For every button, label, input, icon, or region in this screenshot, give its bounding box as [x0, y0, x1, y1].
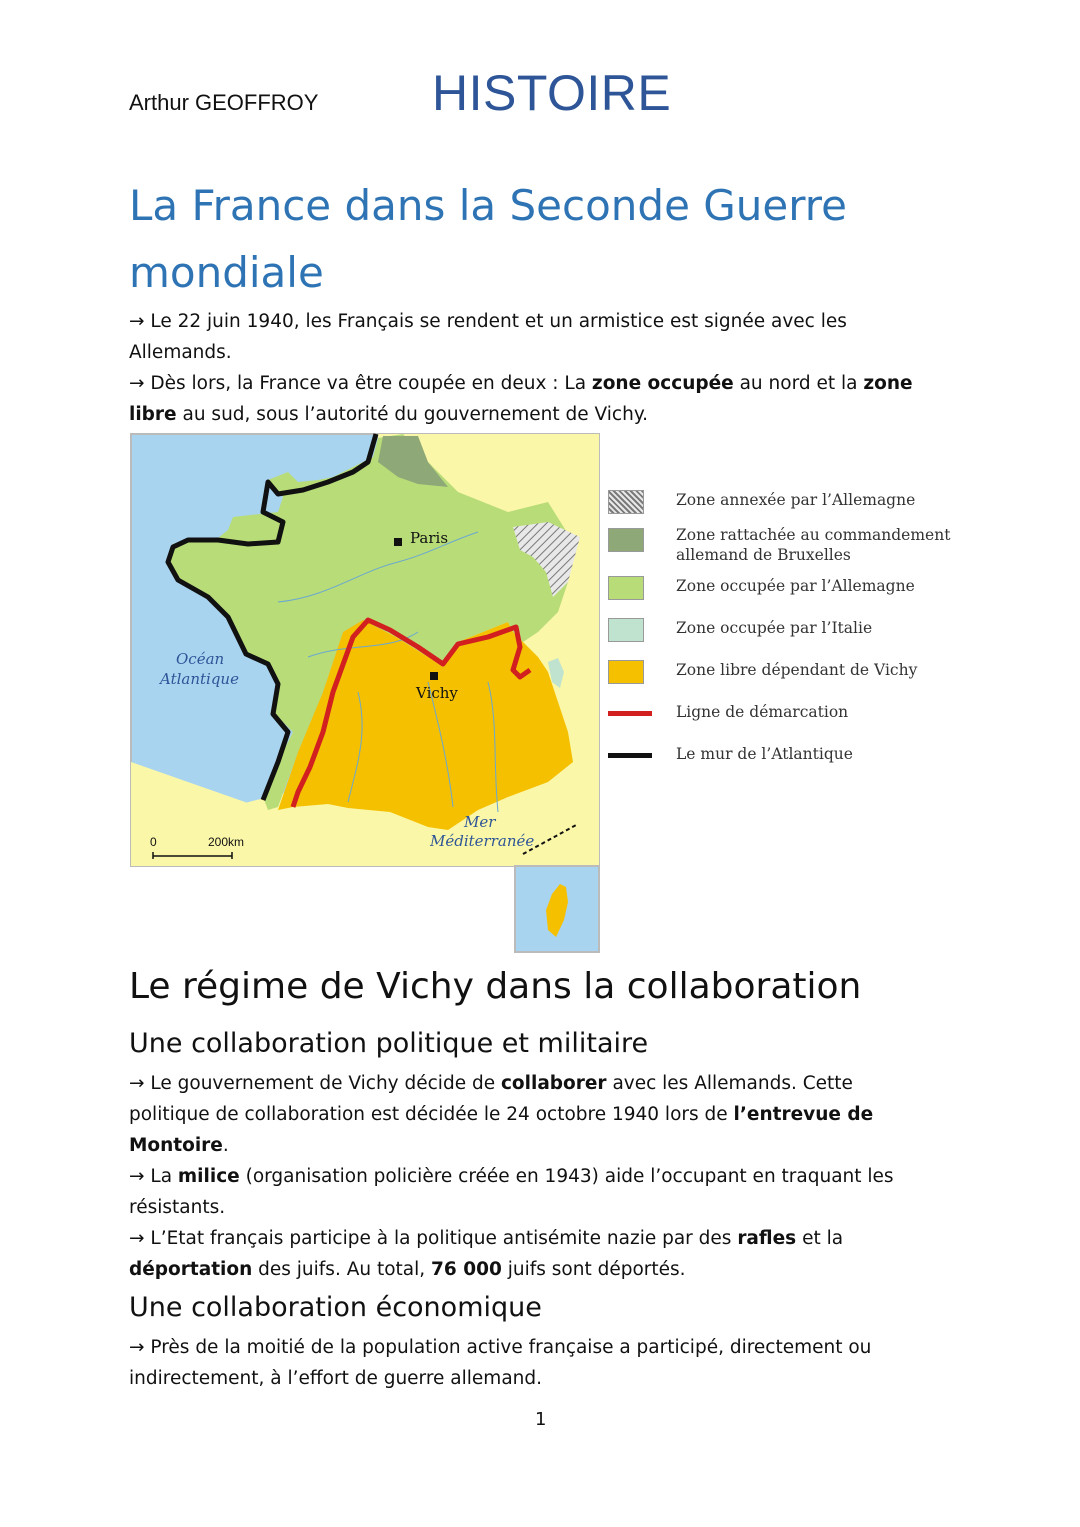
- economic-paragraph-1: → Près de la moitié de la population active française a participé, directement ou indirectement, à l’effort de guerre allemand.: [129, 1337, 872, 1389]
- legend-swatch-occupied-italy: [608, 618, 644, 642]
- ocean-label-2: Atlantique: [160, 670, 239, 688]
- legend-line-atlantic-wall: [608, 753, 652, 758]
- subsection-heading-economic: Une collaboration économique: [129, 1292, 542, 1323]
- page-number: 1: [535, 1409, 547, 1430]
- page-title: La France dans la Seconde Guerre mondiale: [129, 181, 847, 297]
- vichy-label: Vichy: [416, 684, 458, 702]
- legend-swatch-brussels: [608, 528, 644, 552]
- france-map: [128, 432, 603, 954]
- legend-swatch-annexed: [608, 490, 644, 514]
- subsection-heading-political: Une collaboration politique et militaire: [129, 1028, 649, 1059]
- ocean-label-1: Océan: [176, 650, 225, 668]
- author-name: Arthur GEOFFROY: [129, 90, 319, 115]
- legend-swatch-occupied-germany: [608, 576, 644, 600]
- political-paragraph-3: → L’Etat français participe à la politique antisémite nazie par des rafles et la déportation des juifs. Au total, 76 000 juifs sont déportés.: [129, 1228, 844, 1280]
- political-paragraph-1: → Le gouvernement de Vichy décide de collaborer avec les Allemands. Cette politique de collaboration est décidée le 24 octobre 1940 lors de l’entrevue de Montoire.: [129, 1073, 874, 1156]
- political-paragraph-2: → La milice (organisation policière créée en 1943) aide l’occupant en traquant les résistants.: [129, 1166, 894, 1218]
- legend-swatch-free-zone: [608, 660, 644, 684]
- subject-heading: HISTOIRE: [432, 65, 672, 121]
- mer-label-2: Méditerranée: [430, 832, 535, 850]
- intro-paragraph-1: → Le 22 juin 1940, les Français se rendent et un armistice est signée avec les Allemands.: [129, 311, 847, 363]
- mer-label-1: Mer: [464, 813, 496, 831]
- legend-line-demarcation: [608, 711, 652, 716]
- intro-paragraph-2: → Dès lors, la France va être coupée en deux : La zone occupée au nord et la zone libre au sud, sous l’autorité du gouvernement de Vichy.: [129, 373, 913, 425]
- paris-label: Paris: [410, 529, 449, 547]
- section-heading: Le régime de Vichy dans la collaboration: [129, 966, 862, 1007]
- vichy-marker: [430, 672, 438, 680]
- paris-marker: [394, 538, 402, 546]
- scale-200km: 200km: [208, 835, 245, 849]
- scale-zero: 0: [150, 835, 157, 849]
